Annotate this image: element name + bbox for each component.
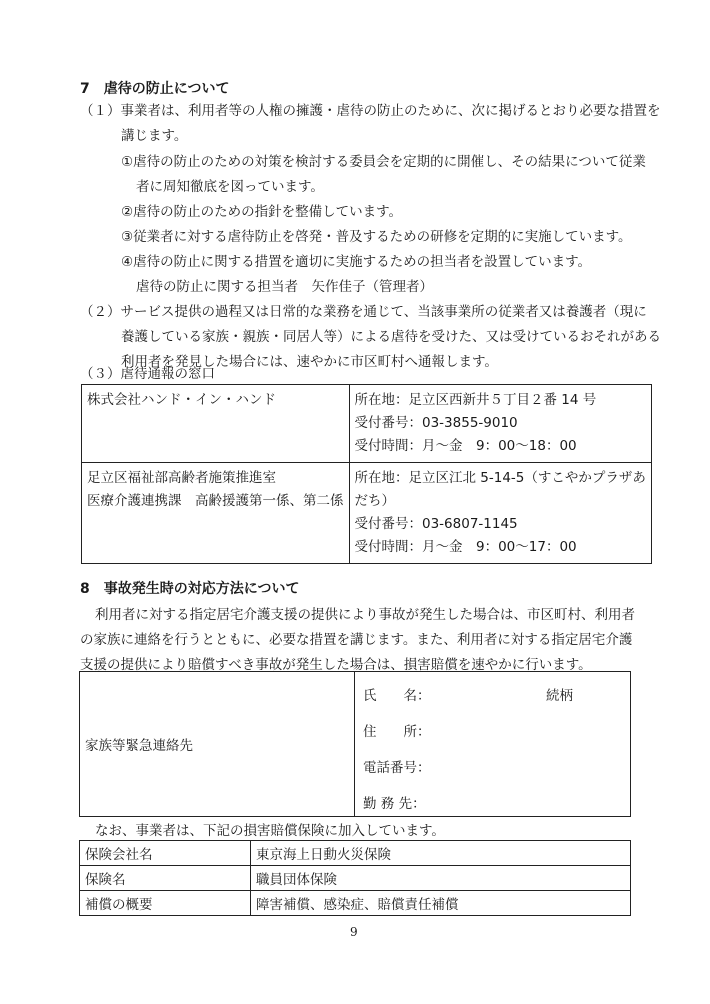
insurance-label-cell: [80, 866, 251, 891]
table-row: [82, 463, 652, 564]
item-3-heading: （３）虐待通報の窓口: [80, 366, 215, 382]
item-1-line-1: （１）事業者は、利用者等の人権の擁護・虐待の防止のために、次に掲げるとおり必要な措置を: [80, 103, 661, 119]
name-field-label: 氏 名：: [363, 688, 431, 704]
emergency-fields-cell: [355, 672, 631, 817]
emergency-label-cell: [80, 672, 355, 817]
emergency-contact-label: 家族等緊急連絡先: [85, 738, 193, 754]
section-8-heading: 8 事故発生時の対応方法について: [80, 581, 300, 597]
insurance-label-cell: [80, 891, 251, 916]
contact-phone: 受付番号：03-3855-9010: [354, 415, 518, 431]
address-field-label: 住 所：: [363, 724, 431, 740]
contact-info-cell: [349, 385, 651, 463]
insurance-note: なお、事業者は、下記の損害賠償保険に加入しています。: [95, 823, 445, 839]
coverage-summary-label: 補償の概要: [85, 897, 153, 913]
table-row: [82, 385, 652, 463]
phone-field-label: 電話番号：: [363, 760, 431, 776]
table-row: [80, 866, 631, 891]
abuse-report-contacts-table: [81, 384, 652, 564]
insurance-name-label: 保険名: [85, 872, 126, 888]
contact-address: 所在地：足立区江北 5-14-5（すこやかプラザあ: [354, 470, 646, 486]
insurance-table: [79, 840, 631, 916]
insurance-company-value: 東京海上日動火災保険: [256, 847, 391, 863]
section-7-heading: 7 虐待の防止について: [80, 81, 230, 97]
item-2-line-1: （２）サービス提供の過程又は日常的な業務を通じて、当該事業所の従業者又は養護者（現に: [80, 304, 647, 320]
table-row: [80, 672, 631, 817]
item-2-line-2: 養護している家族・親族・同居人等）による虐待を受けた、又は受けているおそれがある: [121, 329, 661, 345]
insurance-label-cell: [80, 841, 251, 866]
contact-org-name: 足立区福祉部高齢者施策推進室: [87, 470, 276, 486]
workplace-field-label: 勤 務 先：: [363, 796, 426, 812]
contact-org-cell: [82, 385, 350, 463]
contact-org-department: 医療介護連携課 高齢援護第一係、第二係: [87, 493, 344, 509]
contact-address-cont: だち）: [354, 493, 395, 509]
item-2-line-3: 利用者を発見した場合には、速やかに市区町村へ通報します。: [121, 354, 498, 370]
contact-hours: 受付時間：月～金 9：00～17：00: [354, 539, 577, 555]
emergency-contact-table: [79, 671, 631, 817]
coverage-summary-value: 障害補償、感染症、賠償責任補償: [256, 897, 459, 913]
contact-phone: 受付番号：03-6807-1145: [354, 516, 518, 532]
section-8-para-line-2: の家族に連絡を行うとともに、必要な措置を講じます。また、利用者に対する指定居宅介護: [80, 632, 633, 648]
insurance-value-cell: [251, 866, 631, 891]
insurance-value-cell: [251, 891, 631, 916]
insurance-company-label: 保険会社名: [85, 847, 153, 863]
subitem-1-line-1: ①虐待の防止のための対策を検討する委員会を定期的に開催し、その結果について従業: [121, 154, 646, 170]
insurance-name-value: 職員団体保険: [256, 872, 337, 888]
contact-info-cell: [349, 463, 651, 564]
section-8-para-line-1: 利用者に対する指定居宅介護支援の提供により事故が発生した場合は、市区町村、利用者: [95, 607, 635, 623]
subitem-1-line-2: 者に周知徹底を図っています。: [136, 179, 324, 195]
contact-hours: 受付時間：月～金 9：00～18：00: [354, 438, 577, 454]
contact-org-cell: [82, 463, 350, 564]
item-1-line-2: 講じます。: [121, 128, 188, 144]
section-8-para-line-3: 支援の提供により賠償すべき事故が発生した場合は、損害賠償を速やかに行います。: [80, 657, 592, 673]
page-number: 9: [350, 925, 358, 939]
table-row: [80, 891, 631, 916]
abuse-prevention-officer: 虐待の防止に関する担当者 矢作佳子（管理者）: [136, 279, 433, 295]
contact-org-name: 株式会社ハンド・イン・ハンド: [87, 392, 276, 408]
subitem-3: ③従業者に対する虐待防止を啓発・普及するための研修を定期的に実施しています。: [121, 229, 632, 245]
insurance-value-cell: [251, 841, 631, 866]
subitem-2: ②虐待の防止のための指針を整備しています。: [121, 204, 403, 220]
contact-address: 所在地：足立区西新井５丁目２番 14 号: [354, 392, 597, 408]
relation-field-label: 続柄: [546, 688, 573, 704]
table-row: [80, 841, 631, 866]
subitem-4: ④虐待の防止に関する措置を適切に実施するための担当者を設置しています。: [121, 254, 592, 270]
